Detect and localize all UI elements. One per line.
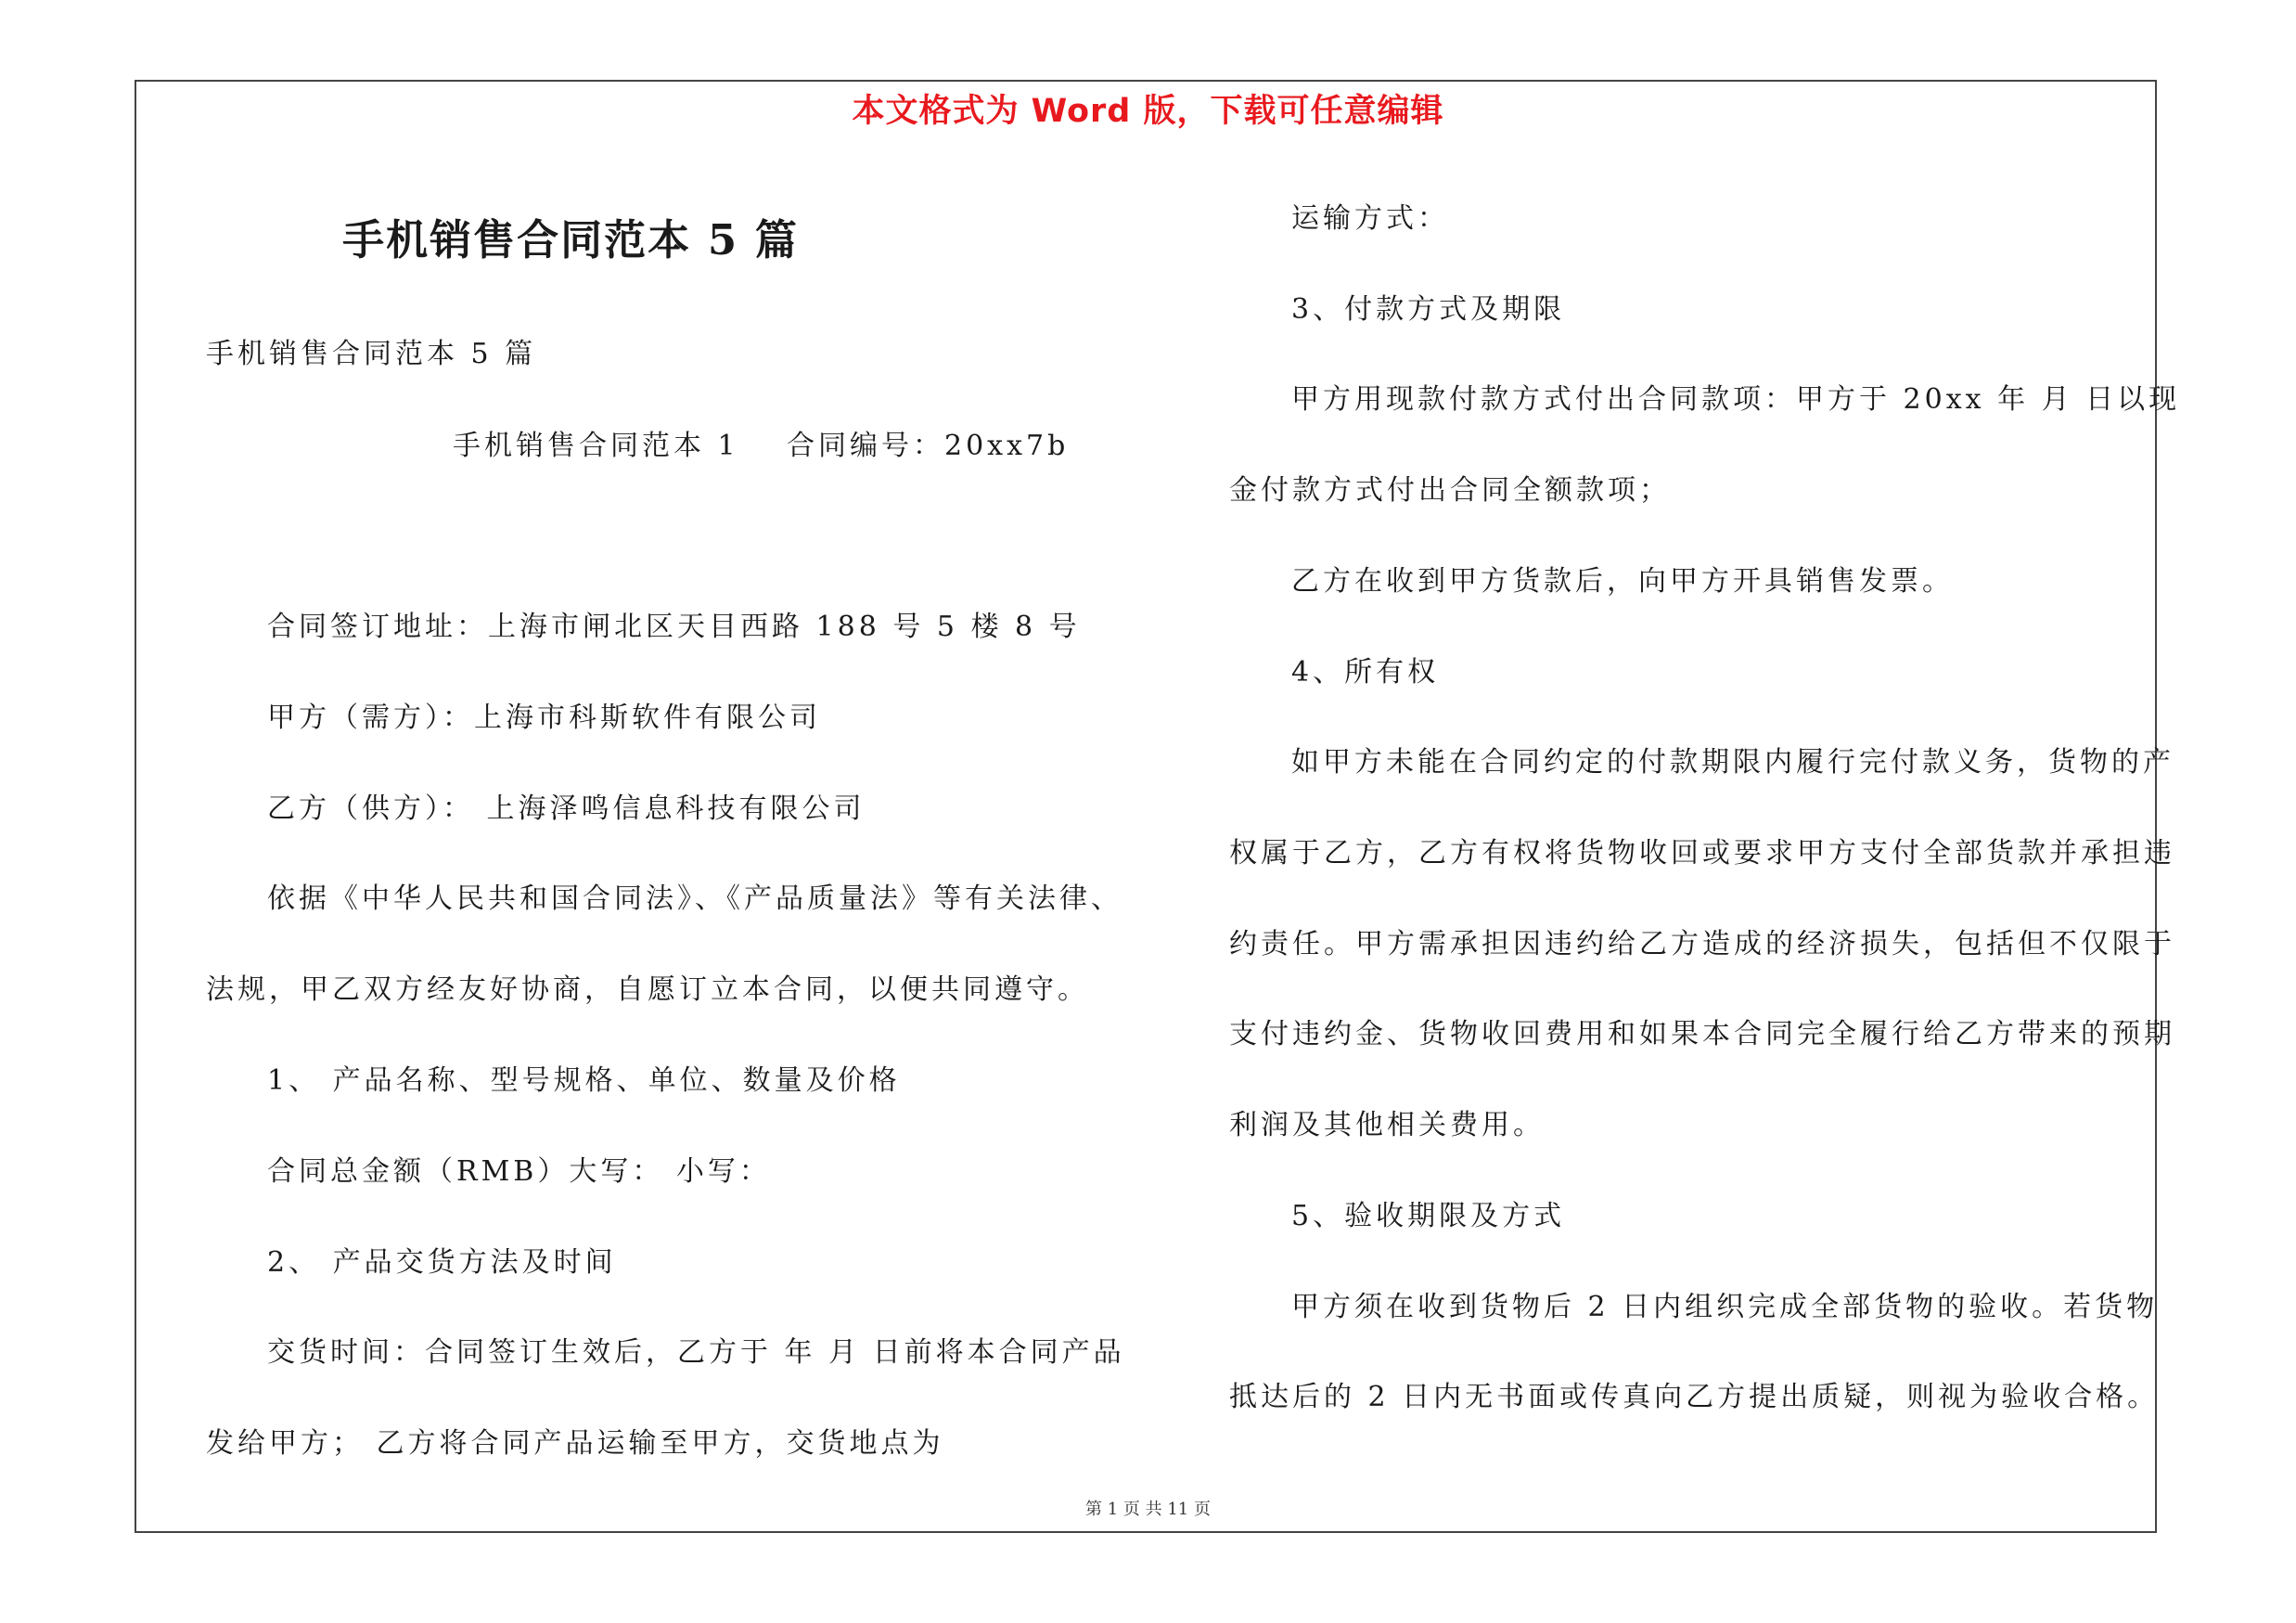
ownership-line-2: 权属于乙方，乙方有权将货物收回或要求甲方支付全部货款并承担违 [1229, 837, 2175, 869]
document-title: 手机销售合同范本 5 篇 [342, 215, 799, 264]
inspection-line-2: 抵达后的 2 日内无书面或传真向乙方提出质疑，则视为验收合格。 [1229, 1381, 2160, 1413]
page-number: 第 1 页 共 11 页 [1085, 1500, 1211, 1519]
clause-5-heading: 5、验收期限及方式 [1291, 1200, 1566, 1232]
clause-4-heading: 4、所有权 [1291, 656, 1440, 689]
clause-3-heading: 3、付款方式及期限 [1291, 293, 1566, 326]
payment-line-1: 甲方用现款付款方式付出合同款项：甲方于 20xx 年 月 日以现 [1291, 383, 2181, 416]
legal-basis-line-2: 法规，甲乙双方经友好协商，自愿订立本合同，以便共同遵守。 [206, 973, 1089, 1006]
ownership-line-4: 支付违约金、货物收回费用和如果本合同完全履行给乙方带来的预期 [1229, 1018, 2175, 1050]
delivery-line-2: 发给甲方； 乙方将合同产品运输至甲方，交货地点为 [206, 1427, 944, 1460]
delivery-line-1: 交货时间：合同签订生效后，乙方于 年 月 日前将本合同产品 [267, 1336, 1125, 1369]
contract-heading: 手机销售合同范本 1 [453, 430, 739, 462]
invoice-text: 乙方在收到甲方货款后，向甲方开具销售发票。 [1291, 565, 1954, 598]
format-banner: 本文格式为 Word 版，下载可任意编辑 [852, 93, 1444, 130]
signing-address: 合同签订地址：上海市闸北区天目西路 188 号 5 楼 8 号 [267, 611, 1081, 643]
payment-line-2: 金付款方式付出合同全额款项； [1229, 474, 1671, 507]
party-b: 乙方（供方）： 上海泽鸣信息科技有限公司 [267, 792, 866, 825]
contract-number: 合同编号：20xx7b [787, 430, 1070, 462]
inspection-line-1: 甲方须在收到货物后 2 日内组织完成全部货物的验收。若货物 [1291, 1291, 2159, 1323]
ownership-line-3: 约责任。甲方需承担因违约给乙方造成的经济损失，包括但不仅限于 [1229, 928, 2175, 960]
ownership-line-1: 如甲方未能在合同约定的付款期限内履行完付款义务，货物的产 [1291, 746, 2174, 779]
ownership-line-5: 利润及其他相关费用。 [1229, 1109, 1545, 1141]
legal-basis-line-1: 依据《中华人民共和国合同法》、《产品质量法》等有关法律、 [267, 882, 1122, 915]
party-a: 甲方（需方）：上海市科斯软件有限公司 [267, 702, 821, 734]
subtitle: 手机销售合同范本 5 篇 [206, 338, 537, 370]
total-amount: 合同总金额（RMB）大写： 小写： [267, 1155, 771, 1188]
transport-method: 运输方式： [1291, 202, 1449, 235]
clause-2-heading: 2、 产品交货方法及时间 [267, 1246, 617, 1279]
clause-1-heading: 1、 产品名称、型号规格、单位、数量及价格 [267, 1064, 901, 1097]
